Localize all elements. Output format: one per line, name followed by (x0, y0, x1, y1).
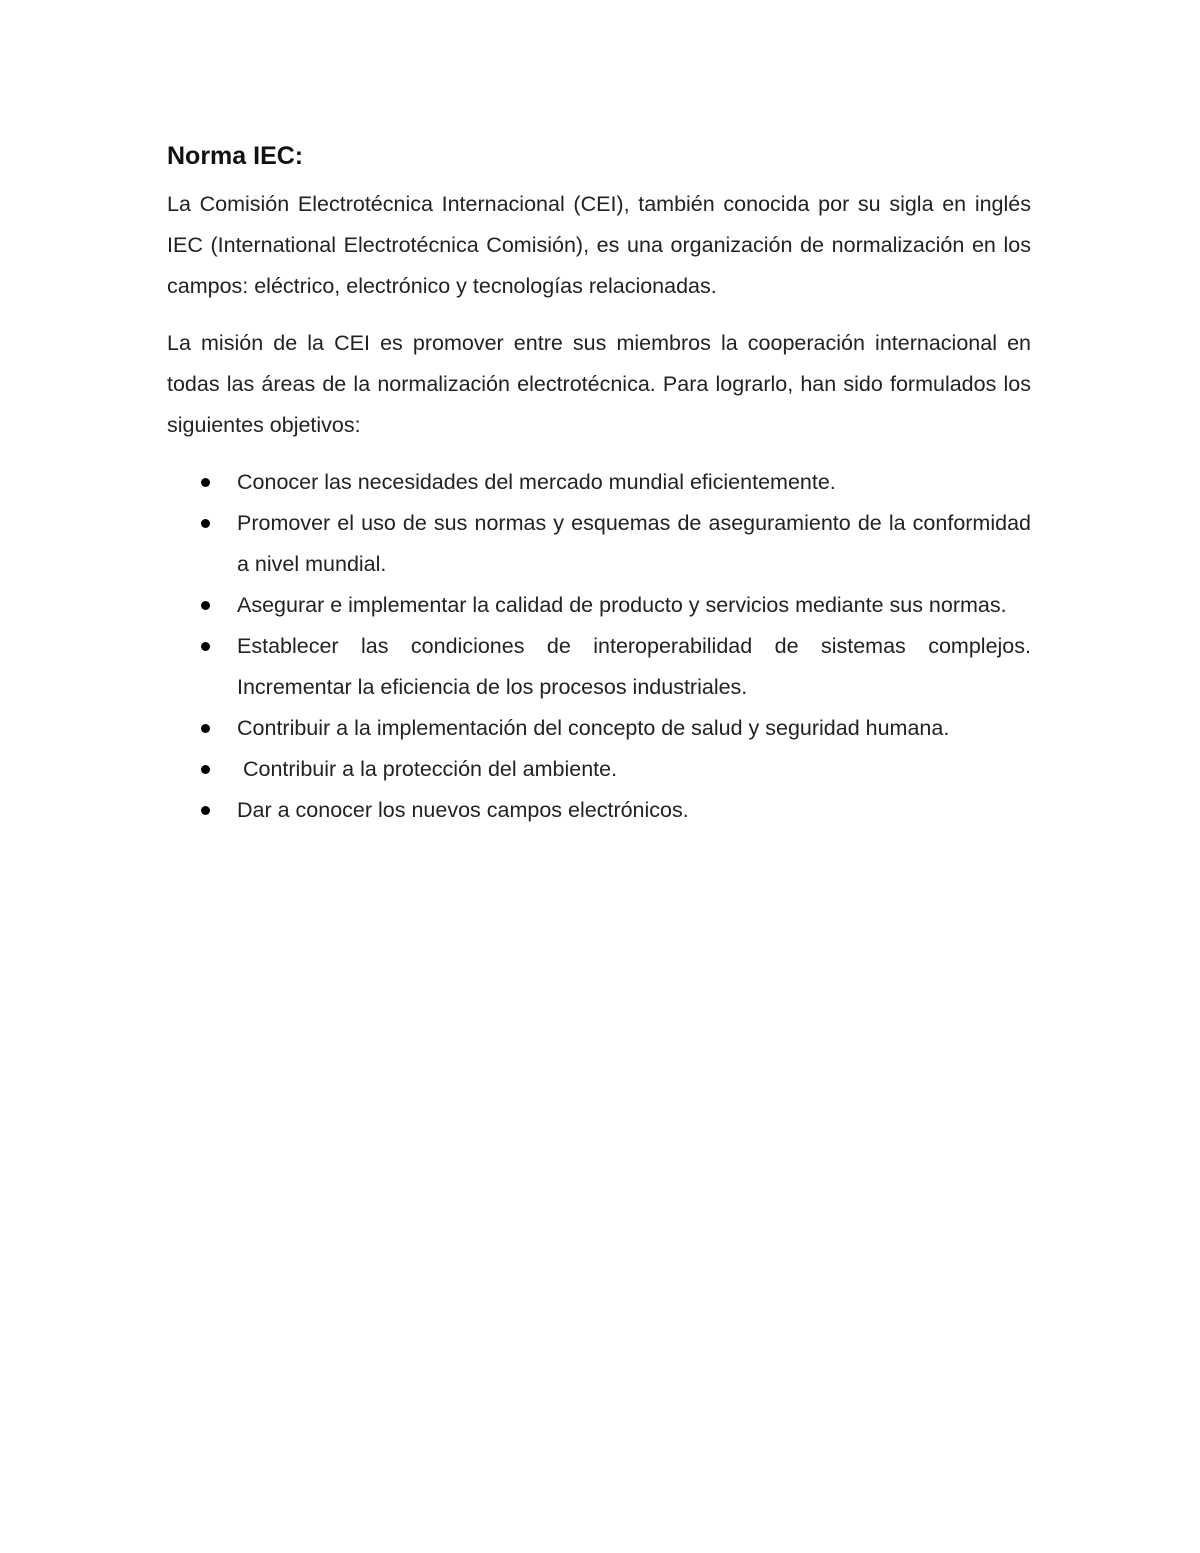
list-item-text: Establecer las condiciones de interoperabilidad de sistemas complejos. Incrementar la eficiencia de los procesos industriales. (237, 634, 1031, 699)
document-page (167, 138, 1031, 831)
intro-paragraph: La Comisión Electrotécnica Internacional (CEI), también conocida por su sigla en inglés IEC (International Electrotécnica Comisión), es una organización de normalización en los campos: eléctrico, electrónico y tecnologías relacionadas. (167, 192, 1031, 298)
objectives-list (167, 462, 1031, 831)
list-item (167, 462, 1031, 503)
bullet-icon (201, 642, 210, 651)
list-item (167, 708, 1031, 749)
list-item-text: Contribuir a la implementación del concepto de salud y seguridad humana. (237, 716, 950, 740)
list-item-text: Promover el uso de sus normas y esquemas de aseguramiento de la conformidad a nivel mundial. (237, 511, 1031, 576)
bullet-icon (201, 765, 210, 774)
list-item (167, 626, 1031, 708)
bullet-icon (201, 724, 210, 733)
list-item-text: Asegurar e implementar la calidad de producto y servicios mediante sus normas. (237, 593, 1007, 617)
list-item (167, 585, 1031, 626)
list-item (167, 790, 1031, 831)
document-title: Norma IEC: (167, 142, 304, 170)
bullet-icon (201, 478, 210, 487)
list-item-text: Conocer las necesidades del mercado mundial eficientemente. (237, 470, 836, 494)
list-item-text: Contribuir a la protección del ambiente. (237, 757, 618, 781)
bullet-icon (201, 806, 210, 815)
list-item (167, 749, 1031, 790)
bullet-icon (201, 601, 210, 610)
list-item (167, 503, 1031, 585)
mission-paragraph: La misión de la CEI es promover entre sus miembros la cooperación internacional en todas las áreas de la normalización electrotécnica. Para lograrlo, han sido formulados los siguientes objetivos: (167, 331, 1031, 437)
bullet-icon (201, 519, 210, 528)
list-item-text: Dar a conocer los nuevos campos electrónicos. (237, 798, 689, 822)
